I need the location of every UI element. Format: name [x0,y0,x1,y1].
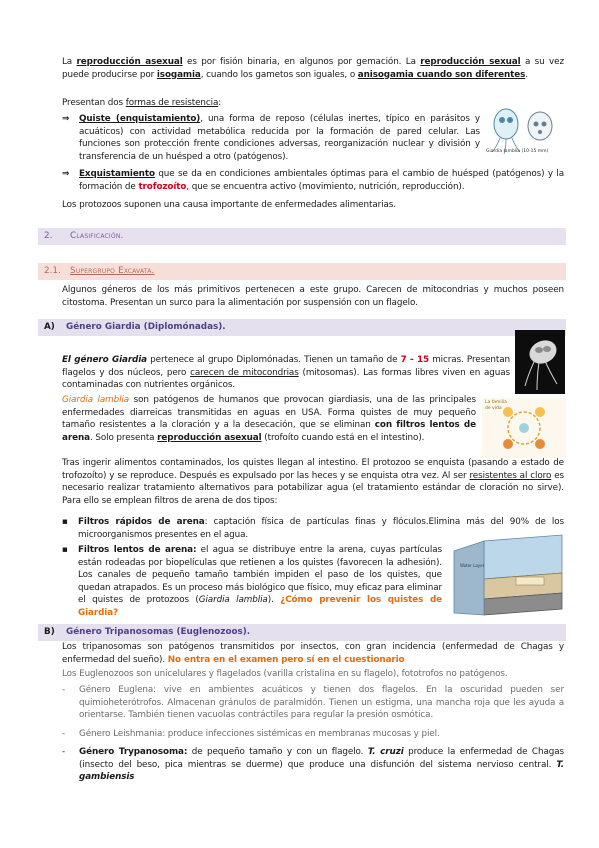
section-heading-tripanosomas [38,624,566,641]
text: pertenece al grupo Diplomónadas. Tienen un tamaño de [147,355,401,365]
section-heading-giardia [38,319,566,336]
section-number: B) [44,627,55,637]
text: , que se encuentra activo (movimiento, nutrición, reproducción). [186,181,465,192]
keyword: El género Giardia [62,355,148,365]
highlight-orange: Giardia lamblia [62,395,130,405]
arrow-icon: ⇒ [62,169,70,179]
keyword: Filtros lentos de arena: [78,545,197,555]
text: Los tripanosomas son patógenos transmitidos por insectos, con gran incidencia (enfermedad de Chagas y enfermedad del sueño). [62,642,564,665]
text: es necesario realizar tratamiento alternativos para potabilizar agua (el tratamiento estándar de cloración no sirve). Para ello se emplean filtros de arena de dos tipos: [62,470,564,506]
keyword: Filtros rápidos de arena [78,517,205,527]
text: Los Euglenozoos son unicelulares y flagelados (varilla cristalina en su flagelo), fototrofos no patógenos. [62,669,508,679]
section-title: Género Giardia (Diplomónadas). [66,322,226,332]
text: (mitosomas). Las formas libres viven en aguas contaminadas con nutrientes orgánicos. [62,367,510,391]
text: Algunos géneros de los más primitivos pertenecen a este grupo. Carecen de mitocondrias y muchos poseen citostoma. Presentan un surco para la alimentación por suspensión con un flagelo. [62,285,564,308]
text: el agua se distribuye entre la arena, cuyas partículas están rodeadas por biopelículas que retienen a los quistes (favorecen la adhesión). Los canales de pequeño tamaño también impiden el paso de los quistes, que quedan atrapados. Es un proceso más biológico que físico, muy eficaz para eliminar el quistes de protozoos ( [78,545,442,606]
excystation-bullet [62,168,564,193]
keyword: Quiste (enquistamiento) [79,114,201,124]
euglena-text [79,684,564,722]
section-title: Supergrupo Excavata. [70,266,155,276]
trypanosoma-text [79,746,564,784]
cyst-text [79,113,480,163]
italic-text: Giardia lamblia [198,595,268,606]
trypanosoma-item [62,746,564,784]
tripanosomas-text [62,641,564,666]
dash-icon: - [62,685,66,695]
text: , una forma de reposo (células inertes, típico en parásitos y acuáticos) con actividad metabólica reducida por la formación de pared celular. Las funciones son protección frente condiciones adversas, reorganización nuclear y división y transferencia de un huésped a otro (patógenos). [79,114,480,162]
giardia-micrograph-illustration [515,330,565,394]
text: . [525,69,528,80]
keyword: reproducción sexual [420,57,521,67]
leishmania-text [79,728,564,741]
dash-icon: - [62,747,66,757]
text: produce la enfermedad de Chagas (insecto del beso, pica mientras se duerme) que produce una disfunción del sistema nervioso central. [79,747,564,770]
figure-label: Water Layer [460,563,485,568]
keyword: isogamia [156,69,201,80]
highlight-question: ¿Cómo prevenir los quistes de Giardia? [78,595,443,618]
text: son patógenos de humanos que provocan giardiasis, una de las principales enfermedades diarreicas transmitidas en aguas en USA. Forma quistes de muy pequeño tamaño resistentes a la cloración y a la desecación, que se eliminan [62,395,477,431]
text: micras. Presentan flagelos y dos núcleos, pero [62,355,510,378]
section-heading-excavata [38,263,566,280]
keyword: T. cruzi [367,747,404,757]
excystation-text [79,168,564,193]
giardia-lamblia-text [62,394,476,444]
figure-label: de vida [485,406,502,411]
text: que se da en condiciones ambientales óptimas para el cambio de huésped (patógenos) y la formación de [79,169,564,192]
text: Tras ingerir alimentos contaminados, los quistes llegan al intestino. El protozoo se enquista (pasando a estado de trofozoíto) y se reproduce. Después es expulsado por las heces y se enquista otra vez. Al ser [62,458,564,481]
underlined-text: formas de resistencia [125,98,219,108]
text: Género Euglena: vive en ambientes acuáticos y tienen dos flagelos. En la oscuridad pueden ser quimioheterótrofos. Almacenan gránulos de paralmidón. Tienen un estigma, una mancha roja que les ayuda a orientarse. También tienen vacuolas contráctiles para regular la presión osmótica. [79,685,564,721]
resistance-forms-intro [62,97,462,110]
text: . Solo presenta [89,432,158,443]
section-title: Género Tripanosomas (Euglenozoos). [66,627,251,637]
text: : [218,98,222,108]
giardia-cyst-figure [486,104,562,160]
leishmania-item [62,728,564,741]
underlined-text: carecen de mitocondrias [190,367,299,378]
keyword: Exquistamiento [79,169,155,179]
keyword: T. gambiensis [79,759,564,783]
text: a su vez puede producirse por [62,57,564,80]
highlight-red: trofozoíto [138,181,187,192]
euglena-item [62,684,564,722]
keyword: reproducción asexual [76,57,183,67]
exam-note: No entra en el examen pero sí en el cuestionario [167,654,405,665]
giardia-micrograph [515,330,565,394]
text: ). [267,595,281,606]
section-heading-clasificacion [38,228,566,245]
euglenozoos-text [62,668,564,681]
underlined-text: resistentes al cloro [469,470,552,481]
slow-filter-text [78,544,442,620]
slow-filter-bullet [62,544,442,620]
dash-icon: - [62,729,66,739]
text: Presentan dos [62,98,126,108]
text: (trofoíto cuando está en el intestino). [261,432,425,443]
text: Género Leishmania: produce infecciones sistémicas en membranas mucosas y piel. [79,729,440,739]
keyword: reproducción asexual [157,432,262,443]
keyword: con filtros lentos de arena [62,420,476,443]
keyword: anisogamia cuando son diferentes [357,69,526,80]
sand-filter-figure [446,533,566,617]
arrow-icon: ⇒ [62,114,70,124]
sand-filter-illustration [446,533,566,617]
text: , cuando los gametos son iguales, o [200,69,358,80]
giardia-cycle-text [62,457,564,507]
bullet-icon: ▪ [62,545,68,555]
keyword: Género Trypanosoma: [79,747,188,757]
protozoa-diseases-text [62,199,564,212]
text: : captación física de partículas finas y flóculos.Elimina más del 90% de los microorganismos presentes en el agua. [78,517,564,540]
size-value: 7 - 15 [400,355,430,365]
figure-label: La familia [485,400,507,405]
giardia-life-cycle-figure [482,398,566,458]
section-number: A) [44,322,55,332]
text: de pequeño tamaño y con un flagelo. [187,747,368,757]
figure-caption: Giardia lamblia (10-15 mm) [486,149,549,154]
bullet-icon: ▪ [62,517,68,527]
text: La [62,57,77,67]
section-number: 2. [44,231,53,241]
excavata-text [62,284,564,309]
text: Los protozoos suponen una causa importante de enfermedades alimentarias. [62,200,396,210]
section-number: 2.1. [44,266,61,276]
text: es por fisión binaria, en algunos por gemación. La [182,57,421,67]
section-title: Clasificación. [70,231,124,241]
cyst-bullet [62,113,480,163]
reproduction-paragraph [62,56,564,81]
giardia-genus-text [62,354,510,392]
